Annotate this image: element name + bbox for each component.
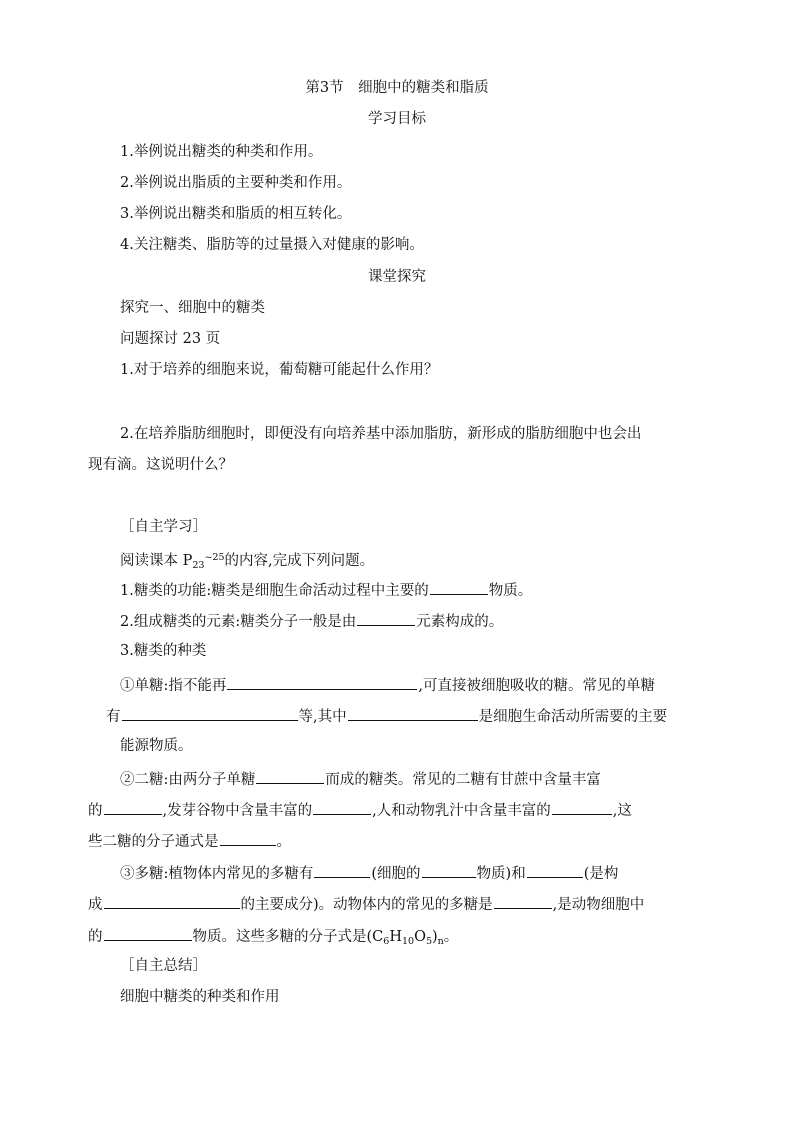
goal-item: 3.举例说出糖类和脂质的相互转化。 bbox=[120, 206, 352, 222]
polysaccharide-line-1: ③多糖:植物体内常见的多糖有 (细胞的 物质)和 (是构 bbox=[120, 862, 618, 884]
goal-item: 1.举例说出糖类的种类和作用。 bbox=[120, 144, 323, 160]
answer-blank[interactable] bbox=[104, 893, 240, 909]
answer-blank[interactable] bbox=[314, 862, 370, 878]
item-sugar-elements: 2.组成糖类的元素:糖类分子一般是由 元素构成的。 bbox=[120, 610, 503, 632]
summary-heading: ［自主总结］ bbox=[120, 958, 207, 974]
item-sugar-function: 1.糖类的功能:糖类是细胞生命活动过程中主要的 物质。 bbox=[120, 579, 532, 601]
monosaccharide-line-2: 有 等,其中 是细胞生命活动所需要的主要 bbox=[106, 705, 667, 727]
disaccharide-line-3: 些二糖的分子通式是 。 bbox=[88, 830, 291, 852]
page-title: 第3节 细胞中的糖类和脂质 bbox=[305, 80, 489, 96]
summary-subtitle: 细胞中糖类的种类和作用 bbox=[120, 989, 280, 1005]
answer-blank[interactable] bbox=[527, 862, 583, 878]
reading-instruction: 阅读课本 $P_{23}^{\sim 25}$的内容,完成下列问题。 bbox=[120, 552, 375, 571]
answer-blank[interactable] bbox=[348, 705, 478, 721]
answer-blank[interactable] bbox=[357, 610, 415, 626]
answer-blank[interactable] bbox=[122, 705, 298, 721]
section-heading-goals: 学习目标 bbox=[368, 111, 426, 127]
self-study-heading: ［自主学习］ bbox=[120, 519, 207, 535]
disaccharide-line-2: 的 ,发芽谷物中含量丰富的 ,人和动物乳汁中含量丰富的 ,这 bbox=[88, 799, 632, 821]
question-2-line-2: 现有滴。这说明什么？ bbox=[88, 457, 233, 473]
section-heading-explore: 课堂探究 bbox=[368, 269, 426, 285]
monosaccharide-line-1: ①单糖:指不能再 ,可直接被细胞吸收的糖。常见的单糖 bbox=[120, 674, 655, 696]
polysaccharide-line-3: 的 物质。这些多糖的分子式是$(C_6H_{10}O_5)_n$。 bbox=[88, 925, 458, 952]
goal-item: 4.关注糖类、脂肪等的过量摄入对健康的影响。 bbox=[120, 237, 424, 253]
answer-blank[interactable] bbox=[227, 674, 417, 690]
answer-blank[interactable] bbox=[313, 799, 371, 815]
disaccharide-line-1: ②二糖:由两分子单糖 而成的糖类。常见的二糖有甘蔗中含量丰富 bbox=[120, 768, 601, 790]
polysaccharide-line-2: 成 的主要成分)。动物体内的常见的多糖是 ,是动物细胞中 bbox=[88, 893, 644, 915]
question-1: 1.对于培养的细胞来说，葡萄糖可能起什么作用？ bbox=[120, 362, 439, 378]
explore-title: 探究一、细胞中的糖类 bbox=[120, 300, 265, 316]
answer-blank[interactable] bbox=[422, 862, 476, 878]
discussion-label: 问题探讨 23 页 bbox=[120, 331, 221, 347]
answer-blank[interactable] bbox=[430, 579, 488, 595]
answer-blank[interactable] bbox=[552, 799, 612, 815]
monosaccharide-line-3: 能源物质。 bbox=[120, 738, 193, 754]
answer-blank[interactable] bbox=[256, 768, 324, 784]
answer-blank[interactable] bbox=[220, 830, 276, 846]
answer-blank[interactable] bbox=[494, 893, 552, 909]
answer-blank[interactable] bbox=[104, 799, 162, 815]
answer-blank[interactable] bbox=[104, 925, 192, 941]
item-sugar-types: 3.糖类的种类 bbox=[120, 643, 207, 659]
question-2-line-1: 2.在培养脂肪细胞时，即便没有向培养基中添加脂肪，新形成的脂肪细胞中也会出 bbox=[120, 426, 642, 442]
goal-item: 2.举例说出脂质的主要种类和作用。 bbox=[120, 175, 352, 191]
